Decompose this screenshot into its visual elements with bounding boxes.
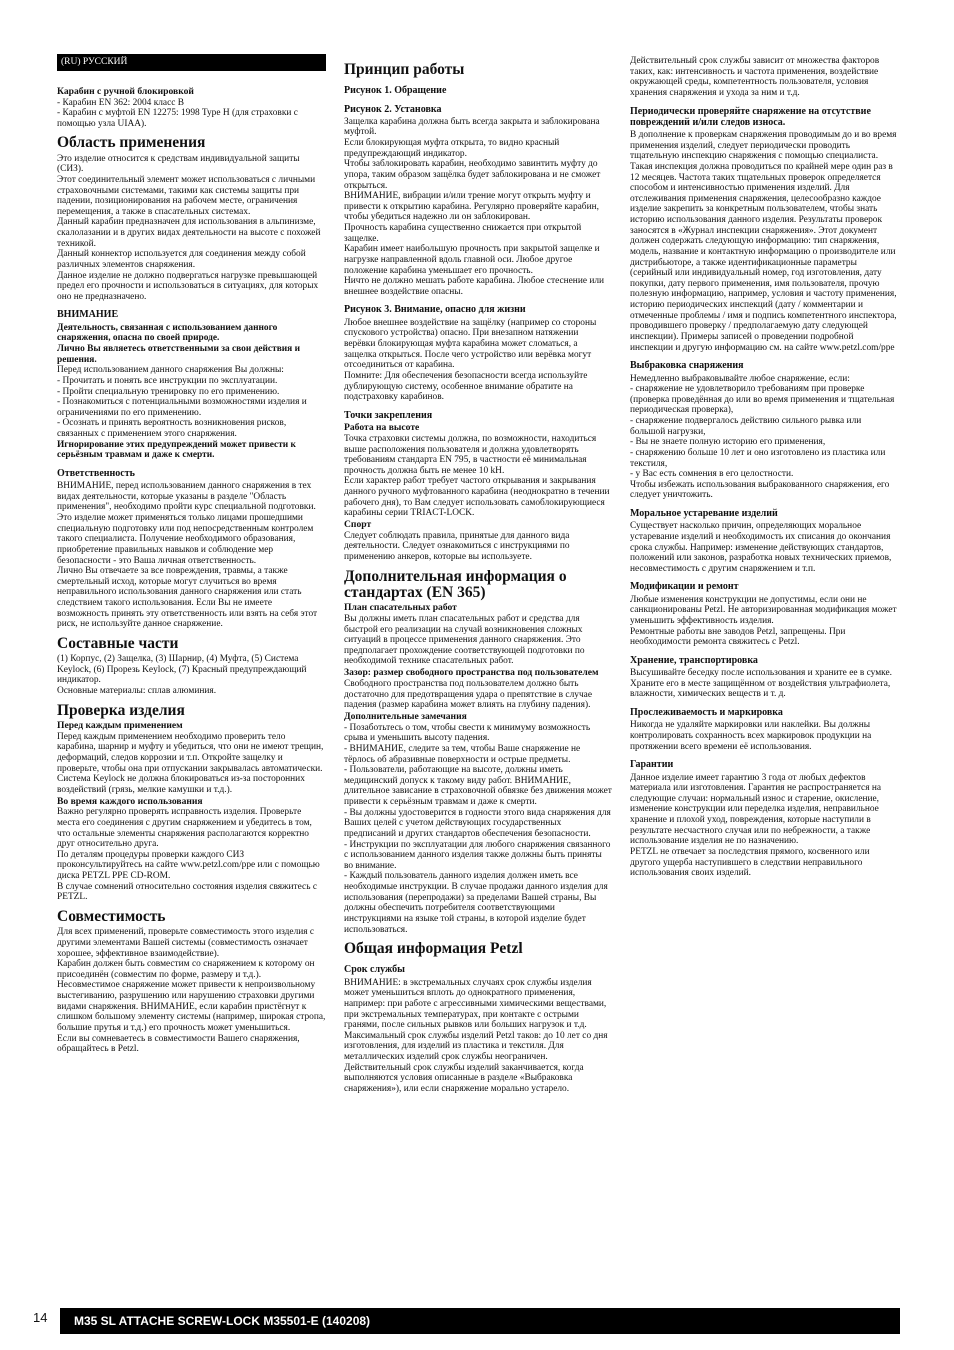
paragraph: ВНИМАНИЕ, вибрации и/или трение могут открыть муфту и привести к открытию карабина. Регулярно проверяйте карабин, чтобы убедиться надежно ли он заблокирован. <box>344 191 599 223</box>
subsection-heading: Моральное устаревание изделий <box>630 508 778 520</box>
subheading: Во время каждого использования <box>57 795 203 807</box>
bold-paragraph: Деятельность, связанная с использованием данного снаряжения, опасна по своей природе. <box>57 322 278 344</box>
paragraph: Точка страховки системы должна, по возможности, находиться выше расположения пользователя и должна удовлетворять требованиям стандарта EN 795, в частности её минимальная прочность должна быть не менее 10 kH. <box>344 433 597 476</box>
paragraph: Данное изделие имеет гарантию 3 года от любых дефектов материала или изготовления. Гарантия не распространяется на следующие случаи: нормальный износ и старение, окисление, изменение конструкции или переделка изделия, неправильное хранение и плохой уход, повреждения, которые наступили в результате несчастного случая или по небрежности, а также использование изделия не по назначению. <box>630 772 882 847</box>
paragraph: Данный коннектор используется для соединения между собой различных элементов снаряжения. <box>57 249 306 270</box>
paragraph: Помните: Для обеспечения безопасности всегда используйте дублирующую систему, особенное внимание обратите на подстраховку карабинов. <box>344 370 588 403</box>
subsection-heading: Хранение, транспортировка <box>630 654 758 666</box>
subsection-heading: Периодически проверяйте снаряжение на отсутствие повреждений и/или следов износа. <box>630 105 871 128</box>
paragraph: - снаряжению больше 10 лет и оно изготовлено из пластика или текстиля, <box>630 447 886 469</box>
paragraph: Данный карабин предназначен для использования в альпинизме, скалолазании и в других видах деятельности на высоте с похожей техникой. <box>57 217 321 249</box>
paragraph: - снаряжение подвергалось действию сильного рывка или большой нагрузки, <box>630 416 862 437</box>
paragraph: - Пройти специальную тренировку по его применению. <box>57 386 280 397</box>
bold-paragraph: Игнорирование этих предупреждений может привести к серьёзным травмам и даже к смерти. <box>57 439 296 461</box>
paragraph: Лично Вы отвечаете за все повреждения, травмы, а также смертельный исход, которые могут случиться во время неправильного использования данного снаряжения или стать следствием такого использования. Если Вы не имеете возможность принять эту ответственность или взять на себя этот риск, не используйте данное снаряжение. <box>57 566 318 630</box>
subsection-heading: Ответственность <box>57 467 135 479</box>
paragraph: PETZL не отвечает за последствия прямого, косвенного или другого ущерба наступившего в следствии неправильного использования своих изделий. <box>630 846 870 879</box>
paragraph: Чтобы избежать использования выбракованного снаряжения, его следует уничтожить. <box>630 479 890 501</box>
section-heading: Область применения <box>57 134 206 152</box>
paragraph: Если вы сомневаетесь в совместимости Вашего снаряжения, обращайтесь в Petzl. <box>57 1033 300 1055</box>
paragraph: Свободного пространства под пользователем должно быть достаточно для предотвращения удара о препятствие в случае падения (размер карабина может влиять на глубину падения). <box>344 678 592 711</box>
paragraph: Данное изделие не должно подвергаться нагрузке превышающей предел его прочности и использоваться в ситуациях, для которых оно не предназначено. <box>57 270 319 302</box>
paragraph: Карабин имеет наибольшую прочность при закрытой защелке и нагрузке направленной вдоль главной оси. Любое другое положение карабина уменьшает его прочность. <box>344 244 600 276</box>
paragraph: Любое внешнее воздействие на защёлку (например со стороны спускового устройства) опасно. При внезапном натяжении верёвки блокирующая муфта карабина может сломаться, а защелка открыться. После чего устройство или верёвка могут отсоединиться от карабина. <box>344 317 597 371</box>
subsection-heading: Срок службы <box>344 964 405 976</box>
subheading: Дополнительные замечания <box>344 710 467 722</box>
section-heading: Совместимость <box>57 907 166 925</box>
paragraph: Это изделие может применяться только лицами прошедшими специальную подготовку или под непосредственным контролем такого специалиста. Получение необходимого образования, приобретение правильных навыков и соблюдение мер безопасности - это Ваша личная ответственность. <box>57 513 314 566</box>
paragraph: Прочность карабина существенно снижается при открытой защелке. <box>344 223 582 244</box>
page-number: 14 <box>33 1310 48 1325</box>
figure-heading: Рисунок 1. Обращение <box>344 85 447 97</box>
paragraph: Вы должны иметь план спасательных работ и средства для быстрой его реализации на случай возникновения сложных ситуаций в процессе применения данного снаряжения. Это предполагает прохождение соответствующей подготовки по необходимой технике спасательных работ. <box>344 613 585 667</box>
subheading: План спасательных работ <box>344 602 457 614</box>
paragraph: Этот соединительный элемент может использоваться с личными страховочными системами, такими как системы защиты при падении, позиционирования на рабочем месте, ограничения перемещения, а также в спасательных системах. <box>57 174 316 217</box>
paragraph: В случае сомнений относительно состояния изделия свяжитесь с PETZL. <box>57 881 317 903</box>
paragraph: Важно регулярно проверять исправность изделия. Проверьте места его соединения с другим снаряжением и убедитесь в том, что остальные элементы снаряжения располагаются корректно друг относительно друга. <box>57 807 312 850</box>
paragraph: По деталям процедуры проверки каждого СИЗ проконсультируйтесь на сайте www.petzl.com/ppe или с помощью диска PETZL PPE CD-ROM. <box>57 849 320 882</box>
paragraph: - Позаботьтесь о том, чтобы свести к минимуму возможность срыва и уменьшить высоту падения. <box>344 722 591 744</box>
paragraph: Немедленно выбраковывайте любое снаряжение, если: <box>630 373 850 384</box>
paragraph: - Инструкции по эксплуатации для любого снаряжения связанного с использованием данного изделия также должны быть приняты во внимание. <box>344 839 611 871</box>
figure-heading: Рисунок 3. Внимание, опасно для жизни <box>344 304 526 316</box>
subsection-heading: Гарантии <box>630 759 674 771</box>
paragraph: Если характер работ требует частого открывания и закрывания данного ручного муфтованного карабина (неоднократно в течении рабочего дня), то Вам следует использовать самоблокирующиеся карабины серии TRIACT-LOCK. <box>344 476 610 519</box>
paragraph: Храните его в месте защищённом от воздействия ультрафиолета, влажности, химических веществ и т. д. <box>630 678 891 700</box>
paragraph: - Осознать и принять вероятность возникновения рисков, связанных с применением этого снаряжения. <box>57 418 287 439</box>
paragraph: В дополнение к проверкам снаряжения проводимым до и во время применения изделий, следует периодически проводить тщательную инспекцию снаряжения с помощью специалиста. Такая инспекция должна проводиться по крайней мере один раз в 12 месяцев. Частота таких тщательных проверок определяется способом и интенсивностью применения изделий. Для отслеживания применения снаряжения, целесообразно каждое изделие закрепить за конкретным пользователем, чтобы знать историю использования данного изделия. Результаты проверок заносятся в «Журнал инспекции снаряжения». Этот документ должен содержать следующую информацию: тип снаряжения, модель, название и контактную информацию о производителе или дистрибьюторе, а также идентификационные параметры (серийный или индивидуальный номер, год изготовления, дату покупки, дату первого применения, имя пользователя, прочую полезную информацию, например, условия и частоту применения, историю периодических инспекций (дату / комментарии и отмеченные проблемы / имя и подпись компетентного инспектора, проводившего проверку / предполагаемую дату следующей инспекции). Примеры записей о проведении подробной инспекции и другую информацию см. на сайте www.petzl.com/ppe <box>630 130 897 353</box>
paragraph: (1) Корпус, (2) Защелка, (3) Шарнир, (4) Муфта, (5) Система Keylock, (6) Прорезь Keylock, (7) Красный предупреждающий индикатор. <box>57 654 307 686</box>
language-label: (RU) РУССКИЙ <box>57 54 326 71</box>
paragraph: - Прочитать и понять все инструкции по эксплуатации. <box>57 375 278 386</box>
figure-heading: Рисунок 2. Установка <box>344 103 442 115</box>
paragraph: - у Вас есть сомнения в его целостности. <box>630 469 794 480</box>
section-heading: Общая информация Petzl <box>344 940 523 958</box>
section-heading: Составные части <box>57 634 179 652</box>
subsection-heading: Точки закрепления <box>344 409 433 421</box>
paragraph: Ремонтные работы вне заводов Petzl, запрещены. При необходимости ремонта свяжитесь с Petzl. <box>630 626 846 648</box>
paragraph: - Карабин EN 362: 2004 класс B <box>57 97 185 108</box>
paragraph: - Вы должны удостоверится в годности этого вида снаряжения для Ваших целей с учетом действующих государственных предписаний и других стандартов обеспечения безопасности. <box>344 807 611 839</box>
paragraph: Перед использованием данного снаряжения Вы должны: <box>57 365 284 376</box>
paragraph: Действительный срок службы изделий заканчивается, когда выполняются условия описанные в разделе «Выбраковка снаряжения»), или если снаряжение морально устарело. <box>344 1062 584 1094</box>
subsection-heading: Модификации и ремонт <box>630 581 739 593</box>
paragraph: Если блокирующая муфта открыта, то видно красный предупреждающий индикатор. <box>344 138 560 159</box>
paragraph: - Пользователи, работающие на высоте, должны иметь медицинский допуск к такому виду работ. ВНИМАНИЕ, длительное зависание в страховочной обвязке без движения может привести к серьёзным травмам и даже к смерти. <box>344 765 612 807</box>
paragraph: Для всех применений, проверьте совместимость этого изделия с другими элементами Вашей системы (совместимость означает хорошее, эффективное взаимодействие). <box>57 927 315 959</box>
paragraph: Карабин должен быть совместим со снаряжением к которому он присоединён (совместим по форме, размеру и т.д.). Несовместимое снаряжение может привести к непроизвольному выстегиванию, разрушению или нарушению страховки другими видами снаряжения. ВНИМАНИЕ, если карабин пристёгнут к слишком большому элементу системы (например, широкая стропа, большие прутья и т.д.) его прочность может уменьшиться. <box>57 959 326 1033</box>
paragraph: - Вы не знаете полную историю его применения, <box>630 437 826 448</box>
paragraph: Основные материалы: сплав алюминия. <box>57 686 217 697</box>
column-right-content <box>630 56 898 879</box>
column-left-content <box>57 87 326 1055</box>
paragraph: Перед каждым применением необходимо проверить тело карабина, шарнир и муфту и убедиться, что они не имеют трещин, деформаций, следов коррозии и т.п. Откройте защелку и проверьте, чтобы она при отпускании закрывалась автоматически. Система Keylock не должна блокироваться из-за посторонних воздействий (грязь, мелкие камушки и т.д.). <box>57 731 324 795</box>
section-heading: Принцип работы <box>344 61 465 78</box>
subheading: Зазор: размер свободного пространства под пользователем <box>344 667 599 679</box>
bold-paragraph: Лично Вы являетесь ответственными за свои действия и решения. <box>57 344 300 365</box>
subheading: Перед каждым применением <box>57 719 183 731</box>
section-heading: Дополнительная информация о стандартах (EN 365) <box>344 567 567 601</box>
paragraph: Действительный срок службы зависит от множества факторов таких, как: интенсивность и частота применения, воздействие окружающей среды, компетентность пользователя, условия хранения снаряжения и ухода за ним и т.д. <box>630 56 880 98</box>
paragraph: - Карабин с муфтой EN 12275: 1998 Type H (для страховки с помощью узла UIAA). <box>57 108 298 129</box>
column-middle <box>344 56 612 1095</box>
subheading: Спорт <box>344 518 372 530</box>
paragraph: - Каждый пользователь данного изделия должен иметь все необходимые инструкции. В случае продажи данного изделия для использования (перепродажи) за пределами Вашей страны, Вы должны обеспечить потребителя соответствующими инструкциями на языке той страны, в которой изделие будет использоваться. <box>344 871 608 935</box>
column-middle-content <box>344 62 612 1095</box>
section-heading: Проверка изделия <box>57 701 185 719</box>
paragraph: Любые изменения конструкции не допустимы, если они не санкционированы Petzl. Не авторизированная модификация может уменьшить эффективность изделия. <box>630 594 897 626</box>
footer-bar: M35 SL ATTACHE SCREW-LOCK M35501-E (140208) <box>60 1308 900 1334</box>
paragraph: Существует насколько причин, определяющих моральное устаревание изделий и необходимость их списания до окончания срока службы. Например: изменение действующих стандартов, положений или законов, разработка новых технических приемов, несовместимость с другим снаряжением и т.п. <box>630 521 892 574</box>
paragraph: ВНИМАНИЕ: в экстремальных случаях срок службы изделия может уменьшиться вплоть до однократного применения, например: при работе с агрессивными химическими веществами, при экстремальных температурах, при контакте с острыми гранями, после сильных рывков или больших нагрузок и т.д. <box>344 977 607 1031</box>
paragraph: Следует соблюдать правила, принятые для данного вида деятельности. Следует ознакомиться с инструкциями по применению анкеров, которые вы используете. <box>344 530 570 562</box>
paragraph: Ничто не должно мешать работе карабина. Любое стеснение или внешнее воздействие опасны. <box>344 276 605 297</box>
paragraph: Чтобы заблокировать карабин, необходимо завинтить муфту до упора, таким образом защёлка будет заблокирована и не сможет открыться. <box>344 159 601 191</box>
paragraph: Защелка карабина должна быть всегда закрыта и заблокирована муфтой. <box>344 116 600 138</box>
paragraph: - Познакомиться с потенциальными возможностями изделия и ограничениями по его применению. <box>57 397 307 418</box>
column-left <box>57 54 326 1055</box>
paragraph: - ВНИМАНИЕ, следите за тем, чтобы Ваше снаряжение не тёрлось об абразивные поверхности и острые предметы. <box>344 743 581 765</box>
paragraph: - снаряжение не удовлетворило требованиям при проверке (проверка проведённая до или во время применения и тщательная периодическая проверка), <box>630 384 895 416</box>
paragraph: Высушивайте беседку после использования и храните ее в сумке. <box>630 668 892 679</box>
paragraph: Это изделие относится к средствам индивидуальной защиты (СИЗ). <box>57 153 300 175</box>
subheading: Карабин с ручной блокировкой <box>57 85 194 97</box>
paragraph: Максимальный срок службы изделий Petzl таков: до 10 лет со дня изготовления, для изделий из пластика и текстиля. Для металлических изделий срок службы неограничен. <box>344 1030 608 1063</box>
subheading: Работа на высоте <box>344 422 420 434</box>
subsection-heading: ВНИМАНИЕ <box>57 309 119 321</box>
column-right <box>630 56 898 879</box>
subsection-heading: Выбраковка снаряжения <box>630 360 744 372</box>
paragraph: Никогда не удаляйте маркировки или наклейки. Вы должны контролировать сохранность всех маркировок продукции на протяжении всего времени её использования. <box>630 720 872 752</box>
subsection-heading: Прослеживаемость и маркировка <box>630 707 783 719</box>
paragraph: ВНИМАНИЕ, перед использованием данного снаряжения в тех видах деятельности, которые указаны в разделе "Область применения", необходимо пройти курс специальной подготовки. <box>57 481 316 513</box>
